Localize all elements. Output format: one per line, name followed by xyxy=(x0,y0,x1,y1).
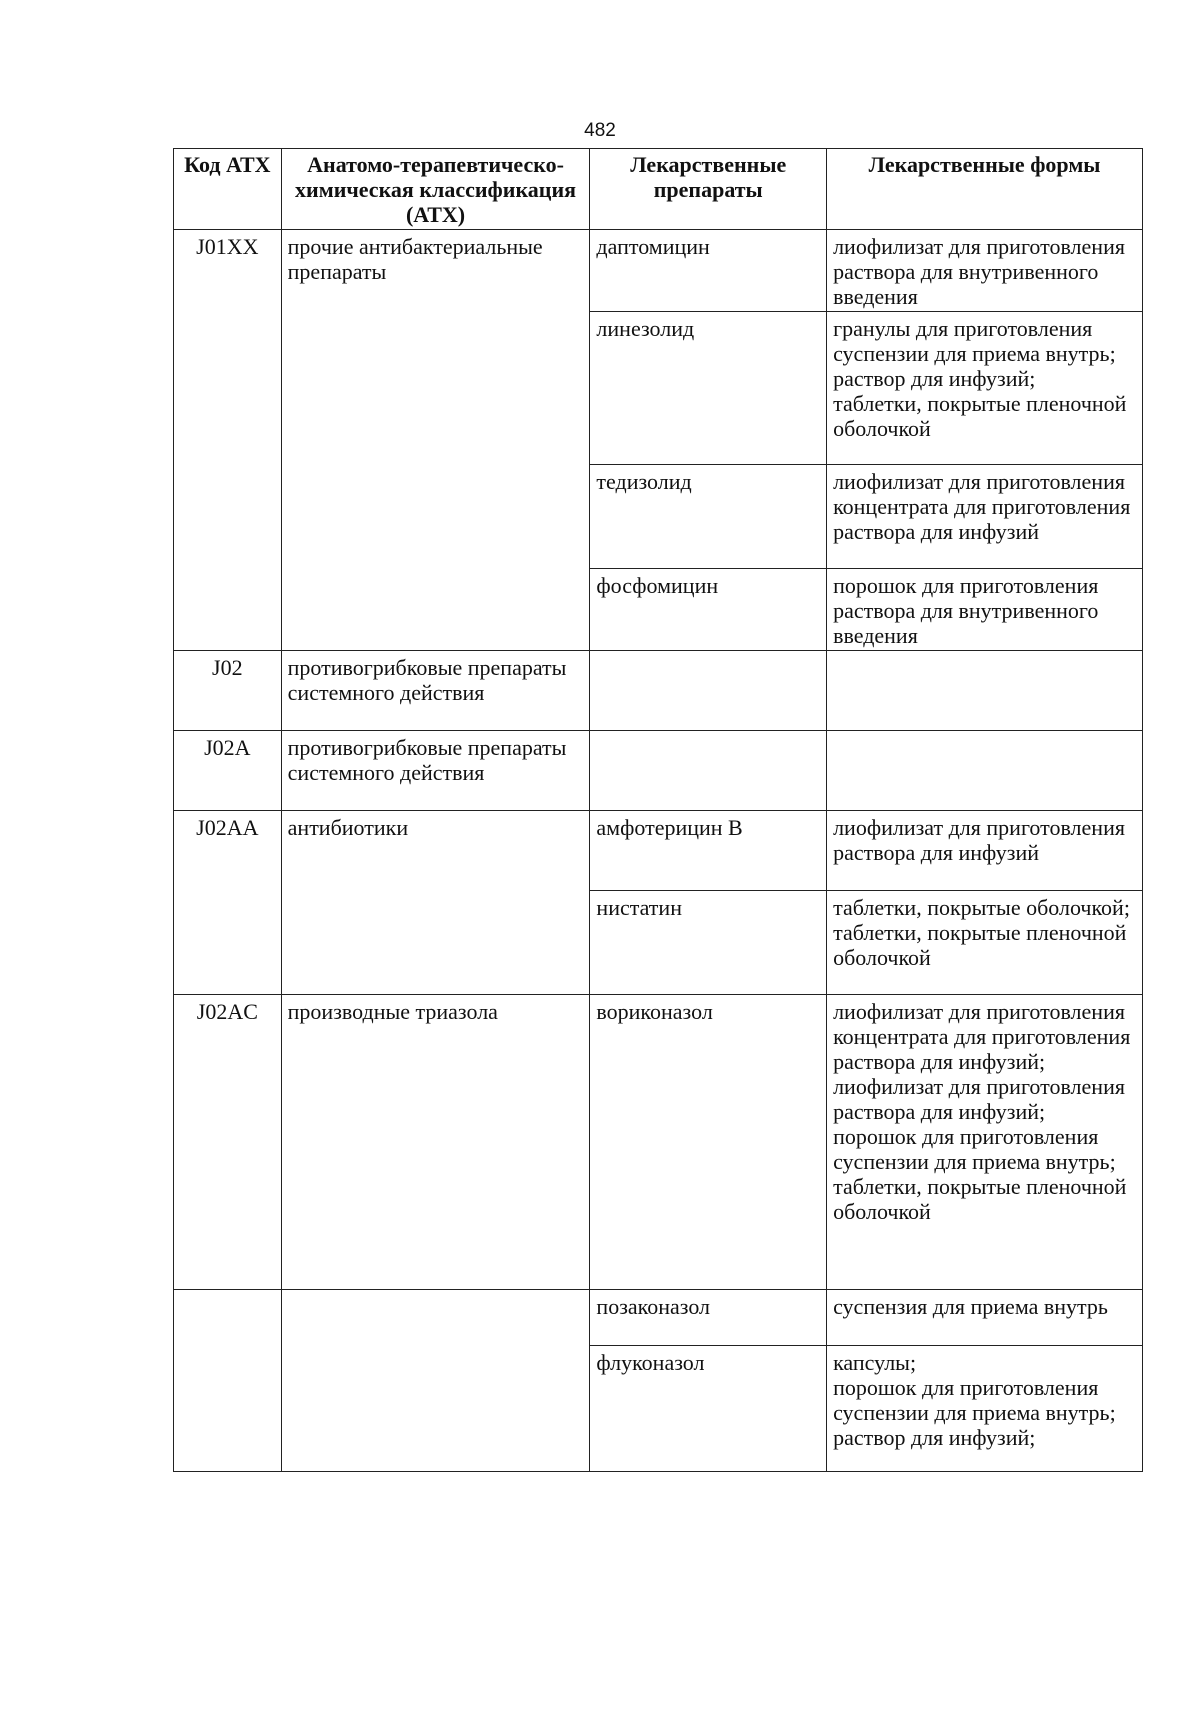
atc-code-cell xyxy=(174,1290,282,1472)
dosage-forms-cell xyxy=(827,651,1143,731)
drug-name-cell: флуконазол xyxy=(590,1346,827,1472)
drug-name-cell: амфотерицин В xyxy=(590,811,827,891)
drug-name-cell: нистатин xyxy=(590,891,827,995)
header-atc-code: Код АТХ xyxy=(174,149,282,230)
header-dosage-forms: Лекарственные формы xyxy=(827,149,1143,230)
table-row xyxy=(174,811,1143,891)
atc-code-cell: J02AA xyxy=(174,811,282,995)
drug-name-cell xyxy=(590,731,827,811)
atc-classification-cell: противогрибковые препараты системного действия xyxy=(281,731,590,811)
atc-code-cell: J02AC xyxy=(174,995,282,1290)
drug-name-cell: линезолид xyxy=(590,312,827,465)
table-body xyxy=(174,230,1143,1472)
atc-code-cell: J02 xyxy=(174,651,282,731)
dosage-forms-cell xyxy=(827,731,1143,811)
atc-classification-cell: антибиотики xyxy=(281,811,590,995)
dosage-forms-cell: гранулы для приготовления суспензии для приема внутрь; раствор для инфузий; таблетки, покрытые пленочной оболочкой xyxy=(827,312,1143,465)
header-atc-classification: Анатомо-терапевтическо-химическая классификация (АТХ) xyxy=(281,149,590,230)
atc-classification-cell: прочие антибактериальные препараты xyxy=(281,230,590,651)
dosage-forms-cell: таблетки, покрытые оболочкой; таблетки, покрытые пленочной оболочкой xyxy=(827,891,1143,995)
header-drugs: Лекарственные препараты xyxy=(590,149,827,230)
dosage-forms-cell: лиофилизат для приготовления раствора для инфузий xyxy=(827,811,1143,891)
atc-classification-cell: производные триазола xyxy=(281,995,590,1290)
dosage-forms-cell: суспензия для приема внутрь xyxy=(827,1290,1143,1346)
atc-code-cell: J01XX xyxy=(174,230,282,651)
dosage-forms-cell: лиофилизат для приготовления концентрата для приготовления раствора для инфузий xyxy=(827,465,1143,569)
dosage-forms-cell: лиофилизат для приготовления раствора для внутривенного введения xyxy=(827,230,1143,312)
atc-code-cell: J02A xyxy=(174,731,282,811)
atc-classification-cell xyxy=(281,1290,590,1472)
dosage-forms-cell: капсулы; порошок для приготовления суспензии для приема внутрь; раствор для инфузий; xyxy=(827,1346,1143,1472)
dosage-forms-cell: порошок для приготовления раствора для внутривенного введения xyxy=(827,569,1143,651)
drug-name-cell xyxy=(590,651,827,731)
table-row xyxy=(174,230,1143,312)
drug-name-cell: фосфомицин xyxy=(590,569,827,651)
table-row xyxy=(174,651,1143,731)
drug-name-cell: даптомицин xyxy=(590,230,827,312)
page-number: 482 xyxy=(584,120,616,141)
drug-classification-table xyxy=(173,148,1143,1472)
drug-name-cell: тедизолид xyxy=(590,465,827,569)
drug-name-cell: вориконазол xyxy=(590,995,827,1290)
table-row xyxy=(174,1290,1143,1346)
atc-classification-cell: противогрибковые препараты системного действия xyxy=(281,651,590,731)
drug-name-cell: позаконазол xyxy=(590,1290,827,1346)
table-row xyxy=(174,995,1143,1290)
table-header-row xyxy=(174,149,1143,230)
table-row xyxy=(174,731,1143,811)
dosage-forms-cell: лиофилизат для приготовления концентрата для приготовления раствора для инфузий; лиофилизат для приготовления раствора для инфузий; порошок для приготовления суспензии для приема внутрь; таблетки, покрытые пленочной оболочкой xyxy=(827,995,1143,1290)
